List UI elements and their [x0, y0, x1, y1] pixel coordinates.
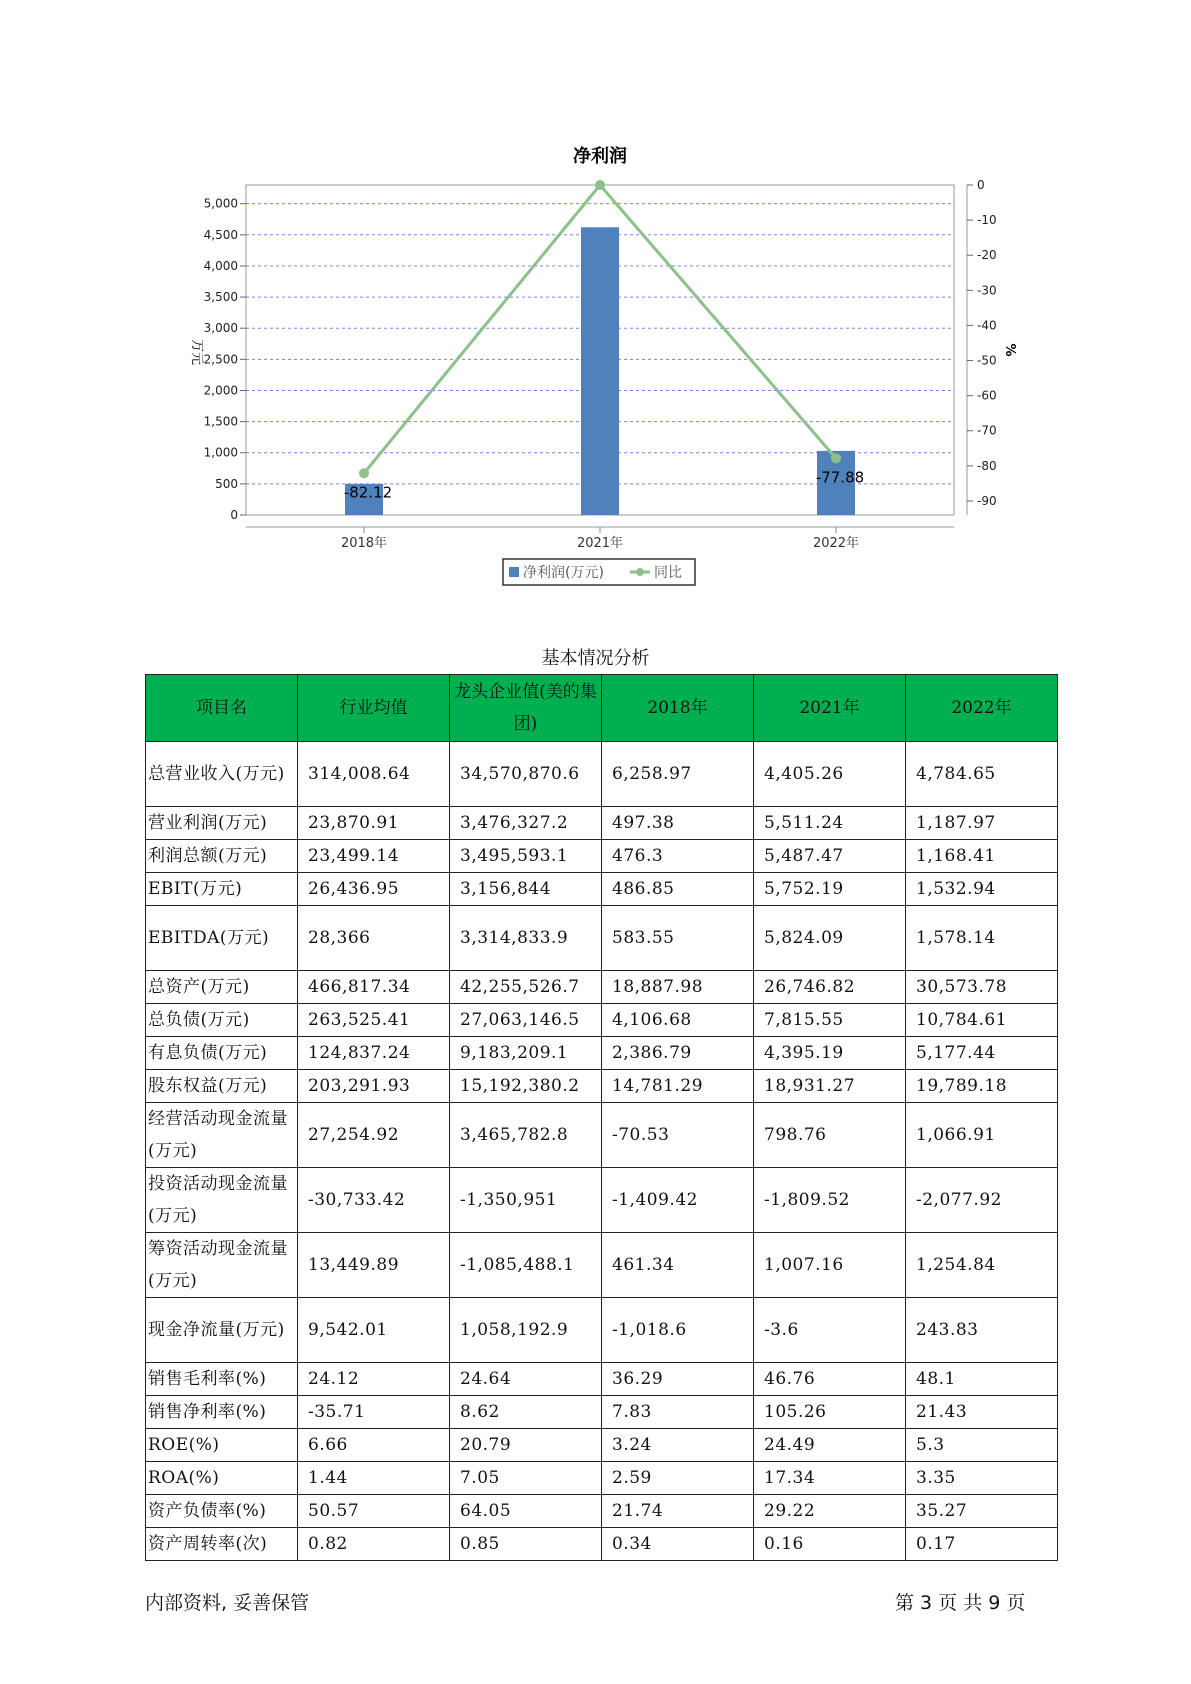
header-cell: 龙头企业值(美的集团) — [450, 675, 602, 742]
value-cell: 42,255,526.7 — [450, 971, 602, 1004]
footer-confidential: 内部资料, 妥善保管 — [145, 1592, 310, 1614]
row-label-cell: 营业利润(万元) — [146, 807, 298, 840]
value-cell: 0.17 — [906, 1528, 1058, 1561]
left-axis-label: 万元 — [189, 338, 204, 366]
bar — [581, 227, 619, 515]
value-cell: 18,887.98 — [602, 971, 754, 1004]
data-label: -82.12 — [343, 483, 393, 502]
left-tick-label: 0 — [230, 508, 238, 522]
value-cell: 30,573.78 — [906, 971, 1058, 1004]
value-cell: 6,258.97 — [602, 742, 754, 807]
value-cell: 243.83 — [906, 1298, 1058, 1363]
right-tick-label: -10 — [977, 213, 997, 228]
table-row — [146, 906, 1058, 971]
right-tick-label: -60 — [977, 388, 997, 403]
yoy-point — [359, 468, 369, 478]
value-cell: -1,018.6 — [602, 1298, 754, 1363]
table-row — [146, 1004, 1058, 1037]
table-row — [146, 742, 1058, 807]
chart-title: 净利润 — [573, 146, 627, 167]
value-cell: 1,532.94 — [906, 873, 1058, 906]
legend-line-marker — [636, 568, 644, 576]
left-tick-label: 500 — [215, 476, 238, 491]
left-tick-label: 2,500 — [203, 352, 238, 367]
table-row — [146, 1462, 1058, 1495]
table-row — [146, 1298, 1058, 1363]
value-cell: 497.38 — [602, 807, 754, 840]
value-cell: 0.16 — [754, 1528, 906, 1561]
table-row — [146, 1429, 1058, 1462]
value-cell: 5,511.24 — [754, 807, 906, 840]
value-cell: 36.29 — [602, 1363, 754, 1396]
value-cell: 24.64 — [450, 1363, 602, 1396]
table-row — [146, 1363, 1058, 1396]
value-cell: 21.43 — [906, 1396, 1058, 1429]
value-cell: 7,815.55 — [754, 1004, 906, 1037]
value-cell: -1,409.42 — [602, 1168, 754, 1233]
legend-bar-swatch — [509, 567, 519, 577]
row-label-cell: ROE(%) — [146, 1429, 298, 1462]
value-cell: 0.85 — [450, 1528, 602, 1561]
value-cell: 48.1 — [906, 1363, 1058, 1396]
value-cell: 1,058,192.9 — [450, 1298, 602, 1363]
value-cell: -1,085,488.1 — [450, 1233, 602, 1298]
value-cell: 2.59 — [602, 1462, 754, 1495]
value-cell: 6.66 — [298, 1429, 450, 1462]
value-cell: 23,499.14 — [298, 840, 450, 873]
value-cell: 24.12 — [298, 1363, 450, 1396]
bars — [345, 227, 855, 515]
right-tick-label: -40 — [977, 318, 997, 333]
right-tick-label: -70 — [977, 423, 997, 438]
value-cell: 1,066.91 — [906, 1103, 1058, 1168]
table-title: 基本情况分析 — [541, 648, 650, 669]
value-cell: 5,487.47 — [754, 840, 906, 873]
value-cell: 3,314,833.9 — [450, 906, 602, 971]
value-cell: 7.05 — [450, 1462, 602, 1495]
table-row — [146, 971, 1058, 1004]
yoy-point — [595, 180, 605, 190]
value-cell: 34,570,870.6 — [450, 742, 602, 807]
right-axis — [967, 178, 997, 515]
header-cell: 项目名 — [146, 675, 298, 742]
value-cell: 20.79 — [450, 1429, 602, 1462]
left-tick-label: 2,000 — [203, 383, 238, 398]
row-label-cell: 投资活动现金流量(万元) — [146, 1168, 298, 1233]
value-cell: 46.76 — [754, 1363, 906, 1396]
net-profit-chart — [0, 0, 1191, 600]
value-cell: -2,077.92 — [906, 1168, 1058, 1233]
left-tick-label: 1,000 — [203, 445, 238, 460]
value-cell: 124,837.24 — [298, 1037, 450, 1070]
table-row — [146, 1037, 1058, 1070]
chart-legend — [503, 559, 695, 585]
table-row — [146, 873, 1058, 906]
left-tick-label: 4,500 — [203, 227, 238, 242]
value-cell: 476.3 — [602, 840, 754, 873]
value-cell: 3.24 — [602, 1429, 754, 1462]
value-cell: 19,789.18 — [906, 1070, 1058, 1103]
row-label-cell: 现金净流量(万元) — [146, 1298, 298, 1363]
footer-page-number: 第 3 页 共 9 页 — [895, 1592, 1026, 1614]
value-cell: 4,395.19 — [754, 1037, 906, 1070]
left-tick-label: 4,000 — [203, 258, 238, 273]
value-cell: 4,405.26 — [754, 742, 906, 807]
row-label-cell: 有息负债(万元) — [146, 1037, 298, 1070]
value-cell: 461.34 — [602, 1233, 754, 1298]
value-cell: 50.57 — [298, 1495, 450, 1528]
value-cell: 5,177.44 — [906, 1037, 1058, 1070]
value-cell: 2,386.79 — [602, 1037, 754, 1070]
row-label-cell: EBIT(万元) — [146, 873, 298, 906]
value-cell: 583.55 — [602, 906, 754, 971]
value-cell: 29.22 — [754, 1495, 906, 1528]
value-cell: 28,366 — [298, 906, 450, 971]
left-tick-label: 1,500 — [203, 414, 238, 429]
value-cell: 9,183,209.1 — [450, 1037, 602, 1070]
value-cell: 18,931.27 — [754, 1070, 906, 1103]
right-tick-label: 0 — [977, 178, 985, 192]
row-label-cell: ROA(%) — [146, 1462, 298, 1495]
value-cell: 798.76 — [754, 1103, 906, 1168]
value-cell: 21.74 — [602, 1495, 754, 1528]
value-cell: 13,449.89 — [298, 1233, 450, 1298]
row-label-cell: 总负债(万元) — [146, 1004, 298, 1037]
right-tick-label: -80 — [977, 458, 997, 473]
legend-bar-label: 净利润(万元) — [523, 565, 604, 581]
header-cell: 2022年 — [906, 675, 1058, 742]
value-cell: 3,465,782.8 — [450, 1103, 602, 1168]
right-tick-label: -50 — [977, 353, 997, 368]
value-cell: 24.49 — [754, 1429, 906, 1462]
right-tick-label: -90 — [977, 493, 997, 508]
left-tick-label: 3,000 — [203, 321, 238, 336]
row-label-cell: 筹资活动现金流量(万元) — [146, 1233, 298, 1298]
value-cell: 1,254.84 — [906, 1233, 1058, 1298]
row-label-cell: EBITDA(万元) — [146, 906, 298, 971]
table-row — [146, 1103, 1058, 1168]
value-cell: 7.83 — [602, 1396, 754, 1429]
value-cell: 15,192,380.2 — [450, 1070, 602, 1103]
yoy-point — [831, 453, 841, 463]
value-cell: 8.62 — [450, 1396, 602, 1429]
value-cell: 3,495,593.1 — [450, 840, 602, 873]
value-cell: -35.71 — [298, 1396, 450, 1429]
value-cell: 3,156,844 — [450, 873, 602, 906]
table-row — [146, 1070, 1058, 1103]
x-tick-label: 2018年 — [340, 536, 388, 551]
value-cell: 0.34 — [602, 1528, 754, 1561]
value-cell: -1,809.52 — [754, 1168, 906, 1233]
value-cell: 14,781.29 — [602, 1070, 754, 1103]
row-label-cell: 总营业收入(万元) — [146, 742, 298, 807]
value-cell: 64.05 — [450, 1495, 602, 1528]
value-cell: 203,291.93 — [298, 1070, 450, 1103]
legend-line-label: 同比 — [654, 565, 682, 581]
left-axis — [204, 197, 246, 522]
row-label-cell: 销售毛利率(%) — [146, 1363, 298, 1396]
data-label: -77.88 — [815, 468, 865, 487]
table-row — [146, 1396, 1058, 1429]
row-label-cell: 销售净利率(%) — [146, 1396, 298, 1429]
value-cell: 27,254.92 — [298, 1103, 450, 1168]
value-cell: -70.53 — [602, 1103, 754, 1168]
left-tick-label: 3,500 — [203, 290, 238, 305]
row-label-cell: 利润总额(万元) — [146, 840, 298, 873]
header-cell: 2021年 — [754, 675, 906, 742]
row-label-cell: 总资产(万元) — [146, 971, 298, 1004]
value-cell: 0.82 — [298, 1528, 450, 1561]
value-cell: 26,436.95 — [298, 873, 450, 906]
table-row — [146, 807, 1058, 840]
row-label-cell: 资产周转率(次) — [146, 1528, 298, 1561]
right-tick-label: -20 — [977, 248, 997, 263]
value-cell: 4,106.68 — [602, 1004, 754, 1037]
value-cell: 1.44 — [298, 1462, 450, 1495]
value-cell: 486.85 — [602, 873, 754, 906]
table-header-row — [146, 675, 1058, 742]
x-axis — [246, 527, 954, 551]
x-tick-label: 2022年 — [812, 536, 860, 551]
table-row — [146, 840, 1058, 873]
table-row — [146, 1495, 1058, 1528]
value-cell: 35.27 — [906, 1495, 1058, 1528]
x-tick-label: 2021年 — [576, 536, 624, 551]
value-cell: 5,824.09 — [754, 906, 906, 971]
value-cell: 1,168.41 — [906, 840, 1058, 873]
value-cell: 10,784.61 — [906, 1004, 1058, 1037]
value-cell: 17.34 — [754, 1462, 906, 1495]
basic-analysis-table — [145, 674, 1058, 1561]
value-cell: 1,007.16 — [754, 1233, 906, 1298]
header-cell: 2018年 — [602, 675, 754, 742]
value-cell: 5,752.19 — [754, 873, 906, 906]
value-cell: 105.26 — [754, 1396, 906, 1429]
value-cell: -30,733.42 — [298, 1168, 450, 1233]
value-cell: 4,784.65 — [906, 742, 1058, 807]
value-cell: 466,817.34 — [298, 971, 450, 1004]
table-row — [146, 1528, 1058, 1561]
value-cell: 27,063,146.5 — [450, 1004, 602, 1037]
value-cell: 3.35 — [906, 1462, 1058, 1495]
value-cell: 263,525.41 — [298, 1004, 450, 1037]
value-cell: 5.3 — [906, 1429, 1058, 1462]
table-row — [146, 1233, 1058, 1298]
row-label-cell: 股东权益(万元) — [146, 1070, 298, 1103]
table-row — [146, 1168, 1058, 1233]
right-axis-label: % — [1002, 343, 1017, 357]
value-cell: 314,008.64 — [298, 742, 450, 807]
row-label-cell: 经营活动现金流量(万元) — [146, 1103, 298, 1168]
left-tick-label: 5,000 — [203, 196, 238, 211]
header-cell: 行业均值 — [298, 675, 450, 742]
value-cell: 1,187.97 — [906, 807, 1058, 840]
value-cell: 26,746.82 — [754, 971, 906, 1004]
value-cell: -3.6 — [754, 1298, 906, 1363]
value-cell: 3,476,327.2 — [450, 807, 602, 840]
right-tick-label: -30 — [977, 283, 997, 298]
row-label-cell: 资产负债率(%) — [146, 1495, 298, 1528]
value-cell: -1,350,951 — [450, 1168, 602, 1233]
value-cell: 23,870.91 — [298, 807, 450, 840]
value-cell: 9,542.01 — [298, 1298, 450, 1363]
value-cell: 1,578.14 — [906, 906, 1058, 971]
